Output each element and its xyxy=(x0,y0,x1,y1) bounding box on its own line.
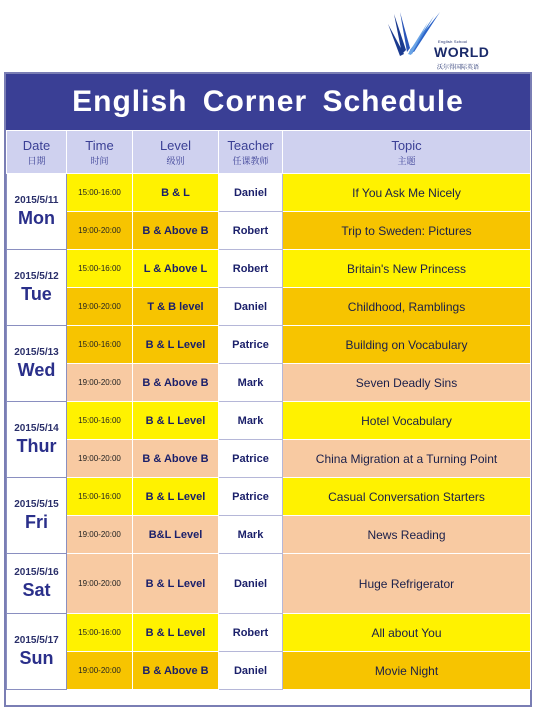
level-cell: B & L Level xyxy=(133,478,219,516)
date-cell: 2015/5/14 Thur xyxy=(7,402,67,478)
table-row xyxy=(7,554,531,614)
table-row xyxy=(7,516,531,554)
level-cell: B & Above B xyxy=(133,364,219,402)
teacher-cell: Patrice xyxy=(219,440,283,478)
time-cell: 15:00-16:00 xyxy=(67,478,133,516)
level-cell: B & Above B xyxy=(133,652,219,690)
table-row xyxy=(7,326,531,364)
date-cell: 2015/5/15 Fri xyxy=(7,478,67,554)
table-row xyxy=(7,652,531,690)
time-cell: 19:00-20:00 xyxy=(67,554,133,614)
logo-name: WORLD xyxy=(434,44,490,60)
teacher-cell: Patrice xyxy=(219,326,283,364)
date-cell: 2015/5/11 Mon xyxy=(7,174,67,250)
logo-small-text: English School xyxy=(438,39,468,44)
teacher-cell: Daniel xyxy=(219,288,283,326)
time-cell: 19:00-20:00 xyxy=(67,440,133,478)
time-cell: 19:00-20:00 xyxy=(67,516,133,554)
topic-cell: China Migration at a Turning Point xyxy=(283,440,531,478)
page-title: English Corner Schedule xyxy=(6,74,530,130)
teacher-cell: Daniel xyxy=(219,652,283,690)
header-date: Date 日期 xyxy=(7,131,67,174)
topic-cell: Childhood, Ramblings xyxy=(283,288,531,326)
time-cell: 15:00-16:00 xyxy=(67,402,133,440)
logo-cn-text: 沃尔得国际英语 xyxy=(437,65,480,71)
level-cell: T & B level xyxy=(133,288,219,326)
teacher-cell: Robert xyxy=(219,250,283,288)
topic-cell: Hotel Vocabulary xyxy=(283,402,531,440)
time-cell: 19:00-20:00 xyxy=(67,288,133,326)
header-level: Level 级别 xyxy=(133,131,219,174)
level-cell: B & Above B xyxy=(133,440,219,478)
teacher-cell: Robert xyxy=(219,614,283,652)
date-cell: 2015/5/13 Wed xyxy=(7,326,67,402)
level-cell: B & Above B xyxy=(133,212,219,250)
school-logo xyxy=(384,10,506,71)
schedule-panel xyxy=(4,72,532,707)
topic-cell: Trip to Sweden: Pictures xyxy=(283,212,531,250)
level-cell: B & L Level xyxy=(133,402,219,440)
date-cell: 2015/5/16 Sat xyxy=(7,554,67,614)
teacher-cell: Daniel xyxy=(219,554,283,614)
table-row xyxy=(7,614,531,652)
teacher-cell: Mark xyxy=(219,364,283,402)
topic-cell: All about You xyxy=(283,614,531,652)
level-cell: B & L Level xyxy=(133,614,219,652)
level-cell: B&L Level xyxy=(133,516,219,554)
topic-cell: Britain's New Princess xyxy=(283,250,531,288)
table-row xyxy=(7,364,531,402)
time-cell: 19:00-20:00 xyxy=(67,364,133,402)
table-row xyxy=(7,288,531,326)
header-teacher: Teacher 任课教师 xyxy=(219,131,283,174)
header-topic: Topic 主题 xyxy=(283,131,531,174)
time-cell: 15:00-16:00 xyxy=(67,250,133,288)
level-cell: B & L xyxy=(133,174,219,212)
teacher-cell: Robert xyxy=(219,212,283,250)
time-cell: 15:00-16:00 xyxy=(67,326,133,364)
header-row xyxy=(7,131,531,174)
topic-cell: News Reading xyxy=(283,516,531,554)
table-row xyxy=(7,174,531,212)
topic-cell: Huge Refrigerator xyxy=(283,554,531,614)
schedule-table xyxy=(6,130,531,690)
level-cell: B & L Level xyxy=(133,554,219,614)
date-cell: 2015/5/12 Tue xyxy=(7,250,67,326)
table-row xyxy=(7,212,531,250)
teacher-cell: Mark xyxy=(219,402,283,440)
header-time: Time 时间 xyxy=(67,131,133,174)
time-cell: 15:00-16:00 xyxy=(67,174,133,212)
topic-cell: Casual Conversation Starters xyxy=(283,478,531,516)
level-cell: L & Above L xyxy=(133,250,219,288)
table-row xyxy=(7,250,531,288)
topic-cell: Building on Vocabulary xyxy=(283,326,531,364)
teacher-cell: Mark xyxy=(219,516,283,554)
date-cell: 2015/5/17 Sun xyxy=(7,614,67,690)
time-cell: 15:00-16:00 xyxy=(67,614,133,652)
topic-cell: Movie Night xyxy=(283,652,531,690)
topic-cell: Seven Deadly Sins xyxy=(283,364,531,402)
level-cell: B & L Level xyxy=(133,326,219,364)
table-row xyxy=(7,440,531,478)
topic-cell: If You Ask Me Nicely xyxy=(283,174,531,212)
time-cell: 19:00-20:00 xyxy=(67,212,133,250)
table-row xyxy=(7,478,531,516)
teacher-cell: Patrice xyxy=(219,478,283,516)
table-row xyxy=(7,402,531,440)
time-cell: 19:00-20:00 xyxy=(67,652,133,690)
teacher-cell: Daniel xyxy=(219,174,283,212)
